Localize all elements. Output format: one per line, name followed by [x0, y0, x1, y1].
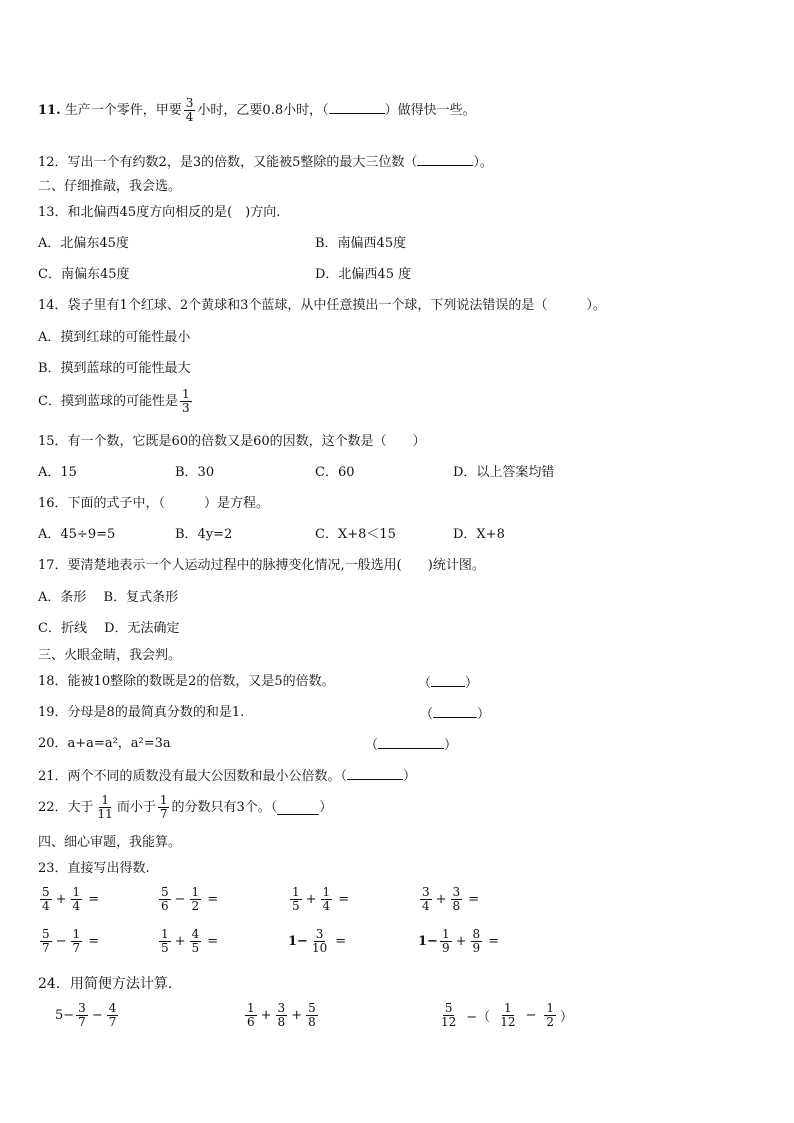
option-b[interactable]: B．南偏西45度	[315, 236, 407, 251]
fraction: $\frac{1}{7}$	[72, 927, 81, 955]
option-a[interactable]: A．摸到红球的可能性最小	[38, 330, 191, 345]
fraction: $\frac{5}{6}$	[161, 885, 169, 913]
math-expression: 1− $\frac{1}{9}$ + $\frac{8}{9}$ =	[418, 927, 500, 955]
fraction: $\frac{3}{8}$	[452, 885, 461, 913]
math-expression: 1− $\frac{3}{10}$ =	[288, 927, 347, 955]
answer-blank[interactable]	[329, 100, 385, 114]
fraction: $\frac{1}{2}$	[191, 885, 200, 913]
fraction: $\frac{1}{3}$	[181, 387, 190, 415]
question-23: 23．直接写出得数.	[38, 861, 150, 876]
option-a[interactable]: A．45÷9=5	[38, 527, 116, 542]
question-15: 15．有一个数，它既是60的倍数又是60的因数，这个数是（ ）	[38, 434, 426, 449]
question-18: 18．能被10整除的数既是2的倍数，又是5的倍数。	[38, 674, 335, 689]
option-b[interactable]: B．30	[175, 465, 215, 480]
math-expression: $\frac{1}{5}$ + $\frac{4}{5}$ =	[161, 927, 219, 955]
fraction: $\frac{5}{7}$	[42, 927, 50, 955]
option-b[interactable]: B．4y=2	[175, 527, 233, 542]
option-b[interactable]: B．摸到蓝球的可能性最大	[38, 361, 191, 376]
options-ab[interactable]: A．条形 B．复式条形	[38, 590, 179, 605]
option-c[interactable]: C．摸到蓝球的可能性是 $\frac{1}{3}$	[38, 387, 190, 415]
math-expression: $\frac{3}{4}$ + $\frac{3}{8}$ =	[422, 885, 480, 913]
section-2-title: 二、仔细推敲，我会选。	[38, 179, 182, 194]
fraction: $\frac{1}{5}$	[161, 927, 169, 955]
answer-bracket[interactable]: （ ）	[420, 704, 490, 724]
fraction: $\frac{3}{4}$	[185, 96, 194, 124]
option-c[interactable]: C．60	[315, 465, 355, 480]
options-cd[interactable]: C．折线 D．无法确定	[38, 621, 180, 636]
expression-1: 5− $\frac{3}{7}$ − $\frac{4}{7}$	[55, 1001, 117, 1029]
option-a[interactable]: A．15	[38, 465, 77, 480]
math-expression: $\frac{5}{4}$ + $\frac{1}{4}$ =	[42, 885, 100, 913]
fraction: $\frac{1}{7}$	[159, 793, 168, 821]
fraction: $\frac{3}{10}$	[311, 927, 328, 955]
question-12: 12．写出一个有约数2，是3的倍数，又能被5整除的最大三位数（ ）。	[38, 152, 493, 172]
option-d[interactable]: D．X+8	[453, 527, 505, 542]
option-d[interactable]: D．以上答案均错	[453, 465, 555, 480]
fraction: $\frac{8}{9}$	[472, 927, 481, 955]
question-17: 17．要清楚地表示一个人运动过程中的脉搏变化情况,一般选用( )统计图。	[38, 558, 485, 573]
math-expression: $\frac{5}{6}$ − $\frac{1}{2}$ =	[161, 885, 219, 913]
fraction: $\frac{4}{5}$	[191, 927, 200, 955]
section-4-title: 四、细心审题，我能算。	[38, 835, 182, 850]
question-24: 24．用简便方法计算.	[38, 976, 173, 992]
section-3-title: 三、火眼金睛，我会判。	[38, 648, 182, 663]
question-13: 13．和北偏西45度方向相反的是( )方向.	[38, 205, 281, 220]
option-d[interactable]: D．北偏西45 度	[315, 267, 412, 282]
fraction: $\frac{1}{9}$	[441, 927, 450, 955]
question-22: 22．大于 $\frac{1}{11}$ 而小于 $\frac{1}{7}$ 的分数只有3个。（ ）	[38, 793, 333, 821]
question-20: 20．a+a=a²，a²=3a	[38, 736, 171, 751]
math-expression: $\frac{1}{5}$ + $\frac{1}{4}$ =	[292, 885, 350, 913]
fraction: $\frac{1}{4}$	[72, 885, 81, 913]
question-14: 14．袋子里有1个红球、2个黄球和3个蓝球，从中任意摸出一个球，下列说法错误的是（ ）。	[38, 298, 606, 313]
answer-blank[interactable]	[347, 766, 403, 780]
fraction: $\frac{1}{11}$	[97, 793, 113, 821]
expression-3: $\frac{5}{12}$ −（ $\frac{1}{12}$ − $\frac{1}{2}$ ）	[441, 1001, 574, 1029]
question-21: 21．两个不同的质数没有最大公因数和最小公倍数。（ ）	[38, 766, 416, 786]
question-19: 19．分母是8的最简真分数的和是1.	[38, 705, 245, 720]
expression-2: $\frac{1}{6}$ + $\frac{3}{8}$ + $\frac{5}{8}$	[247, 1001, 316, 1029]
answer-bracket[interactable]: （ ）	[418, 673, 478, 693]
math-expression: $\frac{5}{7}$ − $\frac{1}{7}$ =	[42, 927, 100, 955]
fraction: $\frac{1}{5}$	[292, 885, 300, 913]
option-c[interactable]: C．X+8＜15	[315, 527, 396, 542]
option-a[interactable]: A．北偏东45度	[38, 236, 129, 251]
fraction: $\frac{5}{4}$	[42, 885, 50, 913]
fraction: $\frac{1}{4}$	[322, 885, 331, 913]
answer-blank[interactable]	[277, 801, 319, 815]
answer-blank[interactable]	[417, 152, 473, 166]
option-c[interactable]: C．南偏东45度	[38, 267, 130, 282]
answer-bracket[interactable]: （ ）	[365, 735, 457, 755]
question-16: 16．下面的式子中，（ ）是方程。	[38, 496, 270, 511]
fraction: $\frac{3}{4}$	[422, 885, 430, 913]
question-11: 11. 生产一个零件，甲要 $\frac{3}{4}$ 小时，乙要0.8小时，（ ）做得快一些。	[38, 96, 476, 124]
